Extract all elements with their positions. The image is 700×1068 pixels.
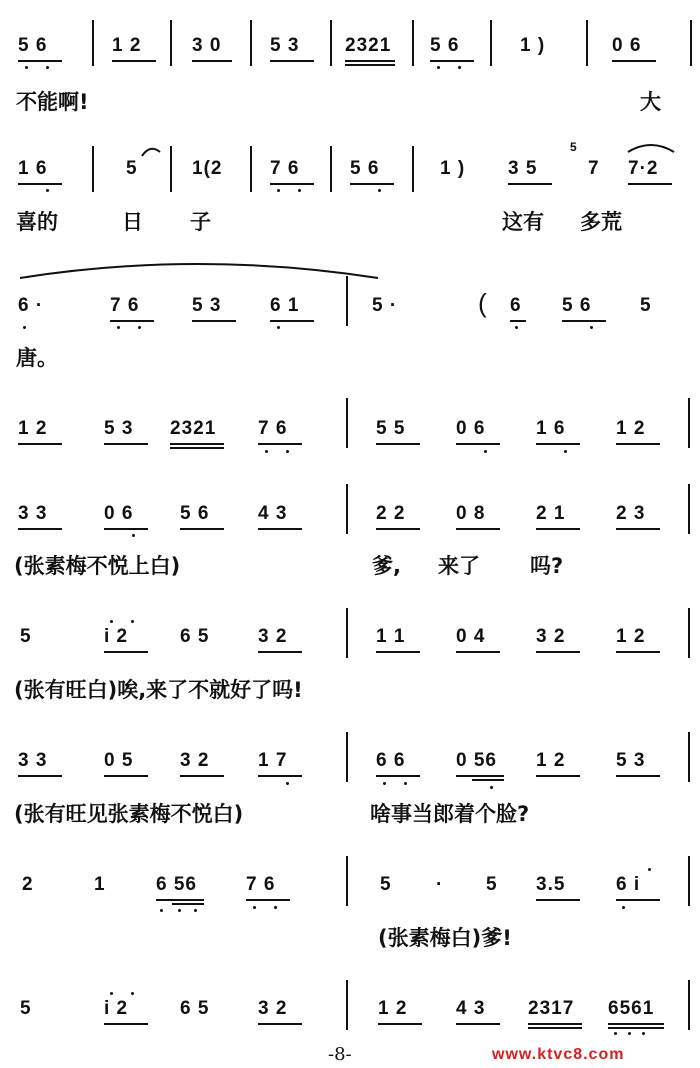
underline: [18, 443, 62, 445]
lyric: 喜的: [16, 210, 58, 234]
octave-dot: [298, 189, 301, 192]
note: 7 6: [110, 295, 140, 316]
note: 1 7: [258, 750, 288, 771]
note: 5 3: [616, 750, 646, 771]
underline: [376, 775, 420, 777]
underline: [258, 651, 302, 653]
underline: [536, 651, 580, 653]
note: i 2: [104, 626, 129, 647]
watermark-url: www.ktvc8.com: [492, 1046, 625, 1063]
lyric: (张有旺见张素梅不悦白): [14, 802, 244, 826]
barline: [250, 146, 252, 192]
underline: [270, 183, 314, 185]
barline: [688, 980, 690, 1030]
underline: [510, 320, 526, 322]
note: 6 6: [376, 750, 406, 771]
octave-dot: [564, 450, 567, 453]
underline: [258, 1023, 302, 1025]
underline: [472, 779, 504, 781]
note: 3 5: [508, 158, 538, 179]
lyric: (张有旺白)唉,来了不就好了吗!: [14, 678, 303, 702]
note: 1 1: [376, 626, 406, 647]
note: 5 6: [350, 158, 380, 179]
note: 6561: [608, 998, 655, 1019]
underline: [616, 528, 660, 530]
barline: [688, 398, 690, 448]
note: 3 2: [536, 626, 566, 647]
underline: [258, 775, 302, 777]
underline: [156, 899, 204, 901]
barline: [690, 20, 692, 66]
note: 0 5: [104, 750, 134, 771]
octave-dot: [590, 326, 593, 329]
underline: [18, 775, 62, 777]
note: 7: [588, 158, 600, 179]
note: 5 6: [430, 35, 460, 56]
octave-dot: [490, 786, 493, 789]
octave-dot: [131, 992, 134, 995]
octave-dot: [178, 909, 181, 912]
note: 1(2: [192, 158, 223, 179]
underline: [508, 183, 552, 185]
barline: [346, 398, 348, 448]
note: 6 1: [270, 295, 300, 316]
note: 1 2: [112, 35, 142, 56]
lyric: 多荒: [580, 210, 622, 234]
underline: [528, 1023, 582, 1025]
note: 6 5: [180, 626, 210, 647]
octave-dot: [194, 909, 197, 912]
octave-dot: [378, 189, 381, 192]
note: 1 2: [616, 626, 646, 647]
underline: [562, 320, 606, 322]
lyric: 日: [122, 210, 143, 234]
octave-dot: [274, 906, 277, 909]
note: 1: [94, 874, 106, 895]
octave-dot: [458, 66, 461, 69]
note: 3 3: [18, 503, 48, 524]
underline: [456, 443, 500, 445]
underline: [536, 528, 580, 530]
underline: [18, 60, 62, 62]
note: 6: [510, 295, 522, 316]
note: 5 3: [270, 35, 300, 56]
tie-arc: [140, 144, 162, 158]
octave-dot: [110, 992, 113, 995]
note: 3 2: [258, 998, 288, 1019]
note: 7 6: [270, 158, 300, 179]
note: 5 6: [180, 503, 210, 524]
octave-dot: [265, 450, 268, 453]
note: i 2: [104, 998, 129, 1019]
underline: [192, 60, 232, 62]
underline: [616, 775, 660, 777]
note: 0 56: [456, 750, 497, 771]
barline: [586, 20, 588, 66]
lyric: 唐。: [16, 346, 58, 370]
underline: [170, 443, 224, 445]
underline: [170, 447, 224, 449]
note: 5: [486, 874, 498, 895]
octave-dot: [642, 1032, 645, 1035]
note: 7 6: [258, 418, 288, 439]
underline: [608, 1027, 664, 1029]
underline: [376, 443, 420, 445]
grace-note: 5: [570, 140, 578, 154]
slur-arc: [626, 140, 676, 154]
note: 4 3: [456, 998, 486, 1019]
underline: [376, 651, 420, 653]
barline: [250, 20, 252, 66]
note: 1 ): [440, 158, 466, 179]
underline: [430, 60, 474, 62]
note: 1 2: [616, 418, 646, 439]
barline: [92, 20, 94, 66]
lyric: 来了: [438, 554, 480, 578]
underline: [345, 60, 395, 62]
page-number: -8-: [328, 1044, 352, 1065]
underline: [616, 651, 660, 653]
underline: [270, 60, 314, 62]
note: 4 3: [258, 503, 288, 524]
lyric: (张素梅白)爹!: [378, 926, 512, 950]
note: 2317: [528, 998, 575, 1019]
lyric: 啥事当郎着个脸?: [370, 802, 530, 826]
octave-dot: [286, 450, 289, 453]
note: 1 6: [18, 158, 48, 179]
underline: [270, 320, 314, 322]
note: 6 i: [616, 874, 641, 895]
underline: [612, 60, 656, 62]
note: 2321: [345, 35, 392, 56]
note: 0 6: [104, 503, 134, 524]
octave-dot: [614, 1032, 617, 1035]
underline: [456, 1023, 500, 1025]
octave-dot: [622, 906, 625, 909]
underline: [378, 1023, 422, 1025]
note: 3 2: [258, 626, 288, 647]
note: 5: [20, 626, 32, 647]
note: 6 56: [156, 874, 197, 895]
note: 2 3: [616, 503, 646, 524]
octave-dot: [46, 66, 49, 69]
underline: [456, 775, 504, 777]
note: 3.5: [536, 874, 566, 895]
barline: [688, 484, 690, 534]
barline: [92, 146, 94, 192]
lyric: 爹,: [372, 554, 401, 578]
barline: [170, 20, 172, 66]
underline: [110, 320, 154, 322]
underline: [350, 183, 394, 185]
note: 5 ·: [372, 295, 398, 316]
octave-dot: [23, 326, 26, 329]
underline: [112, 60, 156, 62]
octave-dot: [515, 326, 518, 329]
underline: [104, 1023, 148, 1025]
note: 1 2: [378, 998, 408, 1019]
octave-dot: [484, 450, 487, 453]
note: 5 3: [104, 418, 134, 439]
lyric: 子: [190, 210, 211, 234]
note: 6 5: [180, 998, 210, 1019]
note: 7 6: [246, 874, 276, 895]
note: 5: [126, 158, 138, 179]
octave-dot: [46, 189, 49, 192]
underline: [104, 528, 148, 530]
note: 0 6: [612, 35, 642, 56]
barline: [346, 980, 348, 1030]
barline: [346, 732, 348, 782]
note: 1 ): [520, 35, 546, 56]
underline: [528, 1027, 582, 1029]
octave-dot: [253, 906, 256, 909]
barline: [346, 276, 348, 326]
underline: [536, 775, 580, 777]
underline: [616, 899, 660, 901]
note: 5 6: [18, 35, 48, 56]
underline: [104, 775, 148, 777]
note: 0 4: [456, 626, 486, 647]
octave-dot: [138, 326, 141, 329]
note: 2 1: [536, 503, 566, 524]
underline: [246, 899, 290, 901]
underline: [258, 443, 302, 445]
note: 5 3: [192, 295, 222, 316]
octave-dot: [277, 326, 280, 329]
note: 3 2: [180, 750, 210, 771]
underline: [376, 528, 420, 530]
underline: [258, 528, 302, 530]
note: 1 6: [536, 418, 566, 439]
underline: [180, 775, 224, 777]
barline: [490, 20, 492, 66]
note: 5: [380, 874, 392, 895]
octave-dot: [117, 326, 120, 329]
lyric: 不能啊!: [16, 90, 89, 114]
lyric: 吗?: [530, 554, 564, 578]
underline: [104, 443, 148, 445]
note: 2321: [170, 418, 217, 439]
note: 5 6: [562, 295, 592, 316]
underline: [456, 528, 500, 530]
underline: [345, 64, 395, 66]
barline: [688, 732, 690, 782]
octave-dot: [110, 620, 113, 623]
barline: [330, 146, 332, 192]
note: 1 2: [536, 750, 566, 771]
underline: [456, 651, 500, 653]
octave-dot: [286, 782, 289, 785]
octave-dot: [160, 909, 163, 912]
lyric: (张素梅不悦上白): [14, 554, 181, 578]
underline: [628, 183, 672, 185]
barline: [346, 856, 348, 906]
note: 2 2: [376, 503, 406, 524]
underline: [536, 443, 580, 445]
octave-dot: [648, 868, 651, 871]
octave-dot: [131, 620, 134, 623]
underline: [180, 528, 224, 530]
note: 0 6: [456, 418, 486, 439]
underline: [616, 443, 660, 445]
barline: [688, 608, 690, 658]
octave-dot: [383, 782, 386, 785]
barline: [412, 20, 414, 66]
slur-arc: [18, 258, 380, 280]
barline: [688, 856, 690, 906]
note: 6 ·: [18, 295, 44, 316]
underline: [104, 651, 148, 653]
underline: [608, 1023, 664, 1025]
underline: [536, 899, 580, 901]
underline: [18, 183, 62, 185]
barline: [170, 146, 172, 192]
barline: [330, 20, 332, 66]
barline: [346, 608, 348, 658]
note: 0 8: [456, 503, 486, 524]
note: 7·2: [628, 158, 659, 179]
note: 2: [22, 874, 34, 895]
octave-dot: [437, 66, 440, 69]
note: (: [478, 288, 488, 318]
underline: [192, 320, 236, 322]
note: 5: [640, 295, 652, 316]
note: 5 5: [376, 418, 406, 439]
octave-dot: [628, 1032, 631, 1035]
underline: [18, 528, 62, 530]
underline: [172, 903, 204, 905]
note: ·: [436, 874, 444, 895]
note: 1 2: [18, 418, 48, 439]
lyric: 这有: [502, 210, 544, 234]
octave-dot: [277, 189, 280, 192]
barline: [412, 146, 414, 192]
octave-dot: [132, 534, 135, 537]
note: 3 0: [192, 35, 222, 56]
note: 3 3: [18, 750, 48, 771]
octave-dot: [404, 782, 407, 785]
lyric: 大: [640, 90, 661, 114]
octave-dot: [25, 66, 28, 69]
barline: [346, 484, 348, 534]
note: 5: [20, 998, 32, 1019]
